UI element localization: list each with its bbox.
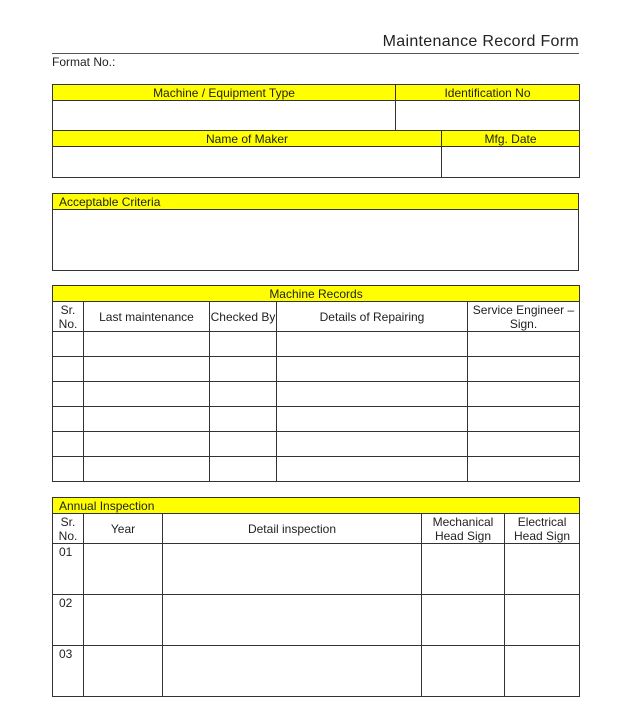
col-detail-inspection: Detail inspection [163,514,422,544]
cell[interactable] [84,646,163,697]
acceptable-criteria-field[interactable] [53,210,579,271]
format-number-label: Format No.: [52,55,116,69]
table-row [53,407,580,432]
col-mechanical-head-sign: Mechanical Head Sign [422,514,505,544]
table-row [53,357,580,382]
maker-table [52,130,580,178]
cell[interactable] [84,332,210,357]
cell[interactable] [53,357,84,382]
col-last-maintenance: Last maintenance [84,302,210,332]
col-checked-by: Checked By [210,302,277,332]
cell[interactable] [84,382,210,407]
cell[interactable] [163,646,422,697]
cell[interactable] [277,357,468,382]
cell[interactable] [277,407,468,432]
table-row [53,382,580,407]
cell[interactable] [277,382,468,407]
row-number: 02 [53,595,84,646]
cell[interactable] [277,432,468,457]
mfg-date-field[interactable] [442,147,580,178]
row-number: 01 [53,544,84,595]
annual-inspection-table [52,497,580,697]
cell[interactable] [210,457,277,482]
cell[interactable] [468,382,580,407]
cell[interactable] [210,432,277,457]
cell[interactable] [163,544,422,595]
table-row [53,544,580,595]
cell[interactable] [468,457,580,482]
cell[interactable] [84,432,210,457]
machine-records-header: Machine Records [53,286,580,302]
table-row [53,332,580,357]
cell[interactable] [277,332,468,357]
table-row [53,432,580,457]
cell[interactable] [210,382,277,407]
col-year: Year [84,514,163,544]
col-details-of-repairing: Details of Repairing [277,302,468,332]
cell[interactable] [210,332,277,357]
form-title: Maintenance Record Form [382,33,579,50]
mfg-date-header: Mfg. Date [442,131,580,147]
col-electrical-head-sign: Electrical Head Sign [505,514,580,544]
col-sr-no: Sr. No. [53,514,84,544]
row-number: 03 [53,646,84,697]
cell[interactable] [210,407,277,432]
cell[interactable] [468,332,580,357]
machine-type-field[interactable] [53,101,396,132]
cell[interactable] [53,457,84,482]
machine-type-header: Machine / Equipment Type [53,85,396,101]
col-sr-no: Sr. No. [53,302,84,332]
cell[interactable] [505,646,580,697]
cell[interactable] [84,595,163,646]
maker-field[interactable] [53,147,442,178]
annual-inspection-header: Annual Inspection [53,498,580,514]
identification-no-field[interactable] [396,101,580,132]
identification-no-header: Identification No [396,85,580,101]
table-row [53,646,580,697]
cell[interactable] [84,544,163,595]
cell[interactable] [468,407,580,432]
machine-records-table [52,285,580,482]
cell[interactable] [53,432,84,457]
cell[interactable] [53,332,84,357]
cell[interactable] [422,595,505,646]
cell[interactable] [210,357,277,382]
cell[interactable] [468,432,580,457]
cell[interactable] [505,544,580,595]
cell[interactable] [163,595,422,646]
cell[interactable] [53,382,84,407]
table-row [53,595,580,646]
cell[interactable] [468,357,580,382]
machine-identification-table [52,84,580,132]
title-rule [52,53,579,54]
acceptable-criteria-header: Acceptable Criteria [53,194,579,210]
cell[interactable] [422,646,505,697]
cell[interactable] [84,357,210,382]
acceptable-criteria-table [52,193,579,271]
cell[interactable] [84,457,210,482]
cell[interactable] [277,457,468,482]
col-service-engineer-sign: Service Engineer – Sign. [468,302,580,332]
cell[interactable] [422,544,505,595]
maker-header: Name of Maker [53,131,442,147]
cell[interactable] [505,595,580,646]
cell[interactable] [53,407,84,432]
cell[interactable] [84,407,210,432]
table-row [53,457,580,482]
